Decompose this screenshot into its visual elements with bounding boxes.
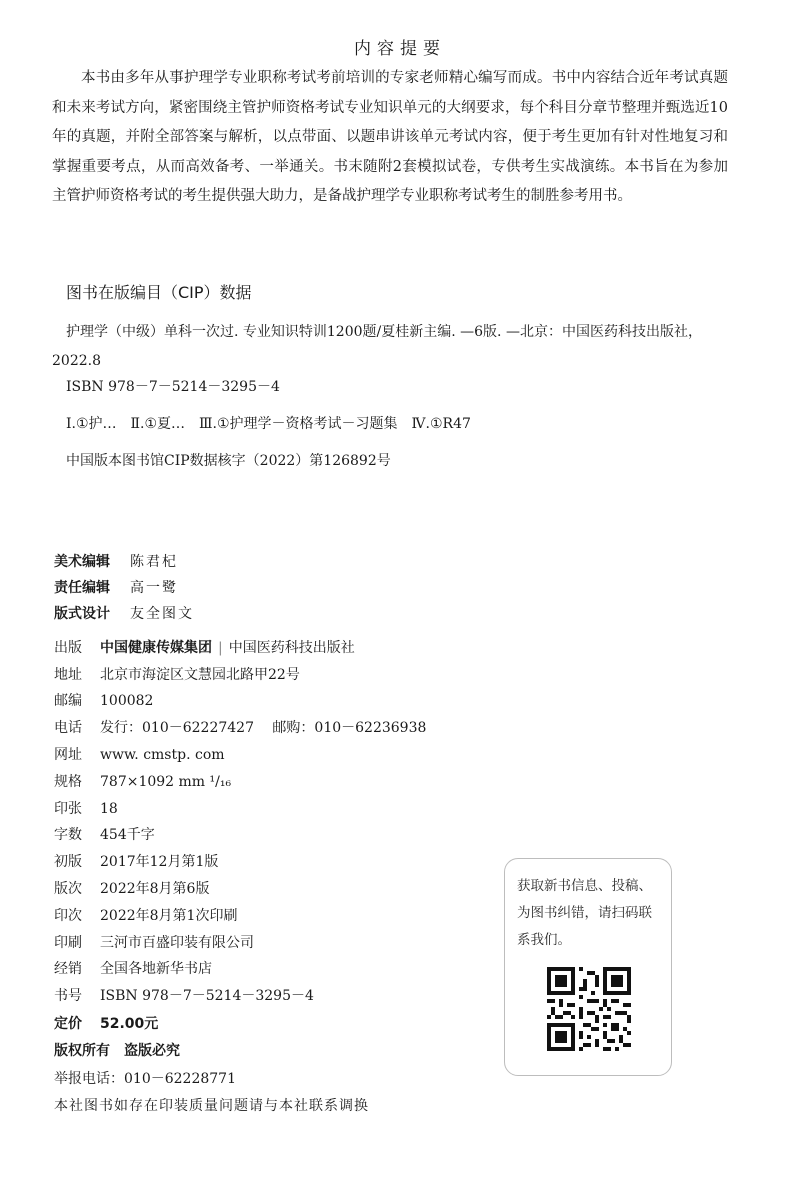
imprint-value: 2022年8月第1次印刷 [100, 908, 238, 924]
price-row [54, 1013, 158, 1033]
price-value: 52.00元 [100, 1016, 159, 1032]
report-phone: 举报电话：010－62228771 [54, 1071, 236, 1087]
imprint-value: 787×1092 mm ¹/₁₆ [100, 774, 232, 790]
credit-label: 美术编辑 [54, 554, 110, 570]
cip-heading: 图书在版编目（CIP）数据 [66, 283, 252, 302]
imprint-row [54, 689, 153, 714]
summary-paragraph: 本书由多年从事护理学专业职称考试考前培训的专家老师精心编写而成。书中内容结合近年考试真题和未来考试方向，紧密围绕主管护师资格考试专业知识单元的大纲要求，每个科目分章节整理并甄选近10年的真题，并附全部答案与解析，以点带面、以题串讲该单元考试内容，便于考生更加有针对性地复习和掌握重要考点，从而高效备考、一举通关。书末随附2套模拟试卷，专供考生实战演练。本书旨在为参加主管护师资格考试的考生提供强大助力，是备战护理学专业职称考试考生的制胜参考用书。 [52, 70, 728, 204]
credit-row [54, 577, 178, 597]
publisher-group: 中国健康传媒集团 [100, 640, 212, 656]
imprint-row [54, 716, 426, 741]
imprint-row [54, 931, 254, 956]
imprint-label: 邮编 [54, 693, 82, 709]
credit-value: 高一鹭 [130, 580, 178, 596]
imprint-value: 发行：010－62227427 邮购：010－62236938 [100, 720, 427, 736]
imprint-row [54, 823, 155, 848]
cip-classification: Ⅰ.①护… Ⅱ.①夏… Ⅲ.①护理学－资格考试－习题集 Ⅳ.①R47 [66, 416, 471, 432]
cip-verification: 中国版本图书馆CIP数据核字（2022）第126892号 [66, 453, 391, 469]
imprint-label: 书号 [54, 988, 82, 1004]
qr-caption: 获取新书信息、投稿、为图书纠错，请扫码联系我们。 [517, 878, 652, 948]
imprint-row [54, 904, 237, 929]
imprint-label: 经销 [54, 961, 82, 977]
imprint-row [54, 984, 314, 1009]
publisher-press: 中国医药科技出版社 [228, 640, 355, 656]
qr-code-icon[interactable] [547, 967, 631, 1051]
copyright-notice: 版权所有 盗版必究 [54, 1043, 180, 1059]
imprint-label: 字数 [54, 827, 82, 843]
cip-description: 护理学（中级）单科一次过. 专业知识特训1200题/夏桂新主编. —6版. —北京：中国医药科技出版社，2022.8 [52, 324, 702, 369]
imprint-label: 网址 [54, 747, 82, 763]
credit-row [54, 551, 178, 571]
imprint-row [54, 663, 300, 688]
quality-notice: 本社图书如存在印装质量问题请与本社联系调换 [54, 1098, 369, 1114]
imprint-row [54, 957, 212, 982]
imprint-row [54, 850, 218, 875]
cip-isbn: ISBN 978－7－5214－3295－4 [66, 379, 280, 395]
imprint-value: 100082 [100, 693, 154, 709]
imprint-value: 2017年12月第1版 [100, 854, 219, 870]
imprint-row [54, 797, 118, 822]
imprint-value: 北京市海淀区文慧园北路甲22号 [100, 667, 300, 683]
imprint-row [54, 877, 209, 902]
imprint-value: 18 [100, 801, 118, 817]
credit-label: 版式设计 [54, 606, 110, 622]
imprint-row [54, 770, 231, 795]
imprint-label: 电话 [54, 720, 82, 736]
imprint-label: 印次 [54, 908, 82, 924]
publisher-label: 出版 [54, 640, 82, 656]
website-link[interactable]: www. cmstp. com [100, 747, 225, 763]
price-label: 定价 [54, 1016, 82, 1032]
credit-label: 责任编辑 [54, 580, 110, 596]
imprint-label: 规格 [54, 774, 82, 790]
publisher-separator: | [218, 640, 223, 656]
imprint-row [54, 743, 225, 768]
credit-value: 陈君杞 [130, 554, 178, 570]
imprint-label: 印刷 [54, 935, 82, 951]
imprint-value: 三河市百盛印装有限公司 [100, 935, 254, 951]
publisher-row [54, 636, 355, 661]
imprint-value: 454千字 [100, 827, 155, 843]
qr-panel [504, 858, 672, 1076]
imprint-label: 印张 [54, 801, 82, 817]
imprint-value: ISBN 978－7－5214－3295－4 [100, 988, 314, 1004]
summary-title: 内容提要 [354, 39, 446, 59]
imprint-label: 地址 [54, 667, 82, 683]
imprint-value: 全国各地新华书店 [100, 961, 212, 977]
imprint-label: 版次 [54, 881, 82, 897]
imprint-value: 2022年8月第6版 [100, 881, 210, 897]
credit-value: 友全图文 [130, 606, 194, 622]
imprint-label: 初版 [54, 854, 82, 870]
credit-row [54, 603, 194, 623]
